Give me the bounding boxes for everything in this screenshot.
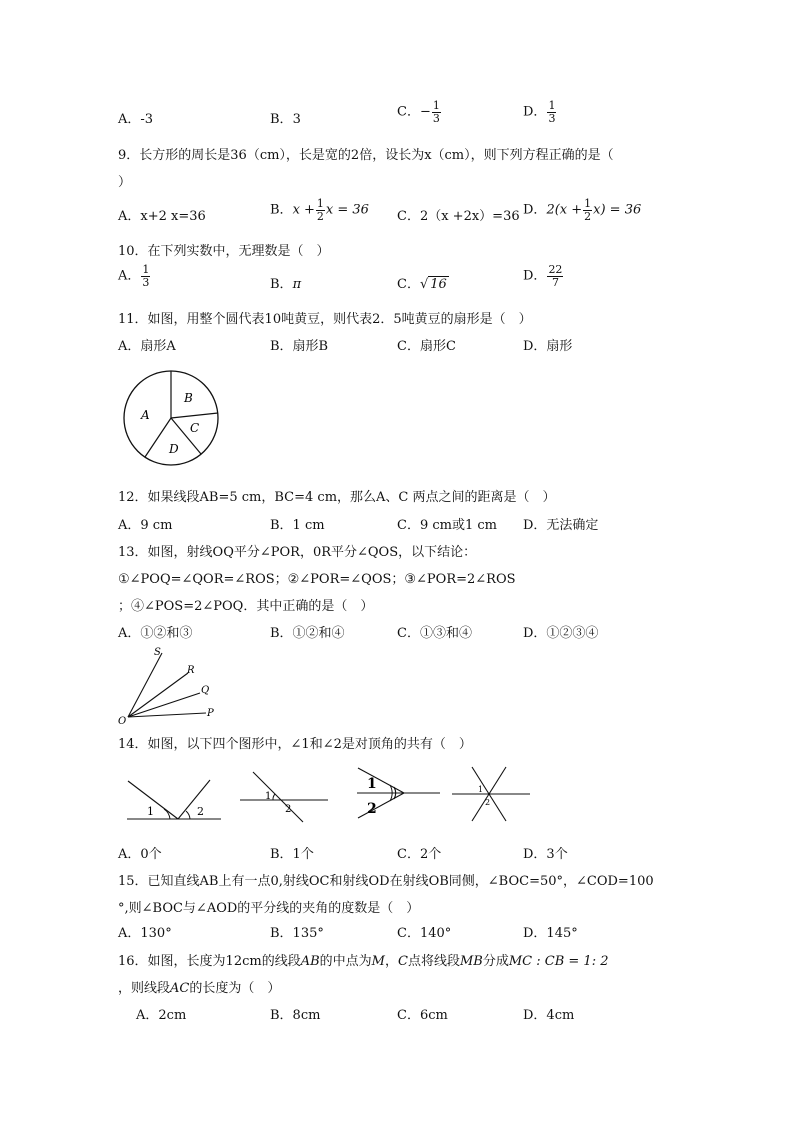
q10-a-fraction: $\frac{1}{3}$ [142, 263, 150, 289]
ray-q-label: Q [201, 685, 210, 696]
q13-option-b: B．①②和④ [270, 626, 345, 641]
q13-option-c: C．①③和④ [397, 626, 472, 641]
q12-option-d: D．无法确定 [523, 518, 599, 533]
q16-stem-line1: 16．如图，长度为12cm的线段AB的中点为M，C点将线段MB分成MC : CB = 1: 2 [118, 954, 609, 969]
q8-option-d: D． $\frac{1}{3}$ [523, 99, 556, 125]
sector-c-label: C [190, 421, 200, 435]
q15-stem-line1: 15．已知直线AB上有一点0,射线OC和射线OD在射线OB同侧，∠BOC=50°，∠COD=100 [118, 874, 654, 889]
angle-figure-3 [354, 764, 444, 822]
q9-stem-line2: ） [118, 175, 132, 190]
q10-option-b: B．π [270, 277, 302, 292]
q14-option-c: C．2个 [397, 847, 442, 862]
q12-option-b: B．1 cm [270, 518, 325, 533]
q10-option-c: C．√ 16 [397, 277, 447, 292]
q14-option-d: D．3个 [523, 847, 568, 862]
q11-option-b: B．扇形B [270, 339, 329, 354]
q14-option-a: A．0个 [118, 847, 162, 862]
ray-s-label: S [154, 647, 161, 658]
angle-1-label: 1 [265, 791, 272, 802]
q13-option-a: A．①②和③ [118, 626, 193, 641]
q16-option-d: D．4cm [523, 1008, 575, 1023]
q9-option-c: C．2（x +2x）=36 [397, 209, 520, 224]
q9-option-d: D．2(x + $\frac{1}{2}$ x) = 36 [523, 197, 642, 223]
angle-2-label: 2 [485, 798, 491, 807]
q13-stem-line2: ①∠POQ=∠QOR=∠ROS；②∠POR=∠QOS；③∠POR=2∠ROS [118, 572, 516, 587]
q11-option-c: C．扇形C [397, 339, 456, 354]
q16-option-a: A．2cm [136, 1008, 187, 1023]
q11-option-d: D．扇形 [523, 339, 573, 354]
q9-stem-line1: 9．长方形的周长是36（cm），长是宽的2倍，设长为x（cm），则下列方程正确的是（ [118, 148, 614, 163]
q10-option-a: A． $\frac{1}{3}$ [118, 263, 150, 289]
angle-figure-1 [124, 764, 224, 824]
angle-2-label: 2 [197, 805, 204, 818]
ray-p-label: P [207, 708, 214, 719]
angle-1-label: 1 [367, 776, 377, 792]
q8-option-c: C．− $\frac{1}{3}$ [397, 99, 440, 125]
ray-o-label: O [118, 716, 127, 726]
q9-option-b: B．x + $\frac{1}{2}$ x = 36 [270, 197, 369, 223]
q11-stem: 11．如图，用整个圆代表10吨黄豆，则代表2．5吨黄豆的扇形是（ ） [118, 312, 532, 327]
ray-r-label: R [187, 665, 195, 676]
sector-a-label: A [141, 408, 150, 422]
q8-c-fraction: $\frac{1}{3}$ [432, 99, 440, 125]
q9-d-fraction: $\frac{1}{2}$ [584, 197, 592, 223]
q12-stem: 12．如果线段AB=5 cm，BC=4 cm，那么A、C 两点之间的距离是（ ） [118, 490, 556, 505]
q15-stem-line2: °,则∠BOC与∠AOD的平分线的夹角的度数是（ ） [118, 901, 420, 916]
q13-option-d: D．①②③④ [523, 626, 599, 641]
sqrt-symbol: √ 16 [419, 277, 447, 292]
q12-option-c: C．9 cm或1 cm [397, 518, 497, 533]
q16-option-b: B．8cm [270, 1008, 321, 1023]
sector-b-label: B [184, 391, 193, 405]
q15-option-a: A．130° [118, 926, 172, 941]
q9-option-a: A．x+2 x=36 [118, 209, 206, 224]
q14-option-b: B．1个 [270, 847, 314, 862]
angle-2-label: 2 [285, 804, 292, 815]
q10-option-d: D． $\frac{22}{7}$ [523, 263, 563, 289]
sector-d-label: D [169, 442, 179, 456]
q8-option-a: A．-3 [118, 112, 154, 127]
angle-1-label: 1 [478, 785, 484, 794]
q16-stem-line2: ，则线段AC的长度为（ ） [118, 981, 281, 996]
angle-figure-4 [450, 764, 532, 824]
q15-option-b: B．135° [270, 926, 324, 941]
angle-1-label: 1 [147, 805, 154, 818]
q10-stem: 10．在下列实数中，无理数是（ ） [118, 244, 330, 259]
angle-figure-2 [238, 768, 330, 824]
q10-d-fraction: $\frac{22}{7}$ [548, 263, 563, 289]
pie-figure [118, 366, 228, 470]
q8-d-fraction: $\frac{1}{3}$ [548, 99, 556, 125]
q12-option-a: A．9 cm [118, 518, 173, 533]
q14-stem: 14．如图，以下四个图形中，∠1和∠2是对顶角的共有（ ） [118, 737, 472, 752]
q15-option-c: C．140° [397, 926, 452, 941]
q15-option-d: D．145° [523, 926, 578, 941]
q11-option-a: A．扇形A [118, 339, 176, 354]
q13-stem-line3: ；④∠POS=2∠POQ．其中正确的是（ ） [118, 599, 374, 614]
q9-b-fraction: $\frac{1}{2}$ [316, 197, 324, 223]
angle-2-label: 2 [367, 801, 377, 817]
q8-option-b: B．3 [270, 112, 301, 127]
q13-stem: 13．如图，射线OQ平分∠POR，0R平分∠QOS，以下结论： [118, 545, 477, 560]
q16-option-c: C．6cm [397, 1008, 448, 1023]
rays-figure [114, 644, 224, 726]
